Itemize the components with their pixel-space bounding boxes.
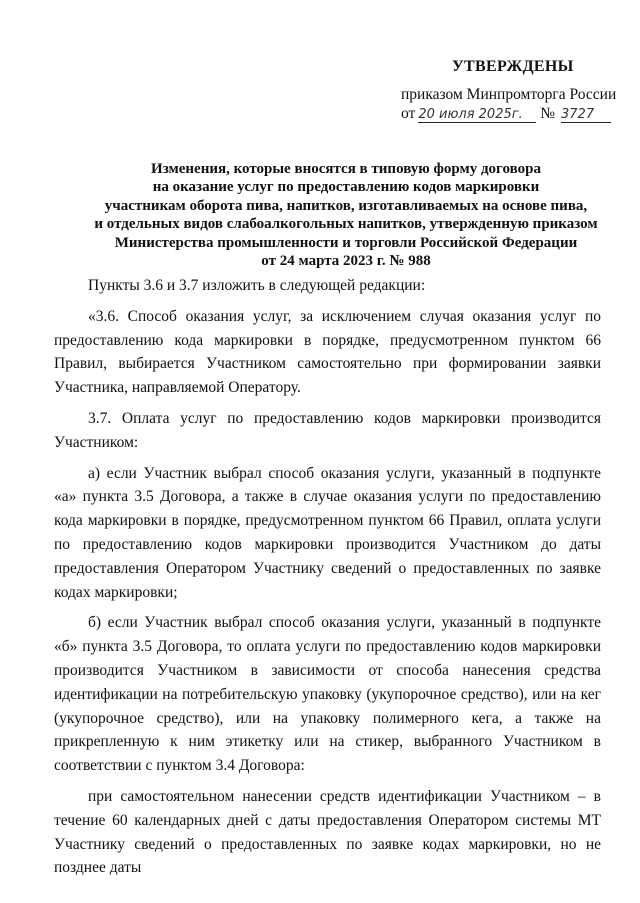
date-prefix: от [401,105,416,122]
approval-order-line: приказом Минпромторга России [401,86,617,103]
body-paragraph: 3.7. Оплата услуг по предоставлению кодов маркировки производится Участником: [54,409,601,451]
title-line: и отдельных видов слабоалкогольных напитков, утвержденную приказом [94,216,598,233]
body-paragraph: а) если Участник выбрал способ оказания услуги, указанный в подпункте «а» пункта 3.5 Договора, а также в случае оказания услуги по предоставлению кода маркировки в порядке, предусмотренном пунктом 66 Правил, оплата услуги по предоставлению кодов маркировки производится Участником до даты предоставления Оператором Участнику сведений о предоставленных по заявке кодах маркировки; [54,464,601,601]
title-line: на оказание услуг по предоставлению кодов маркировки [152,179,540,196]
body-paragraph: «3.6. Способ оказания услуг, за исключением случая оказания услуг по предоставлению кода маркировки в порядке, предусмотренном пунктом 66 Правил, выбирается Участником самостоятельно при формировании заявки Участника, направляемой Оператору. [54,307,601,397]
title-line: от 24 марта 2023 г. № 988 [261,253,431,270]
title-line: участникам оборота пива, напитков, изготавливаемых на основе пива, [104,197,588,214]
document-title [60,160,632,270]
body-paragraph: при самостоятельном нанесении средств идентификации Участником – в течение 60 календарных дней с даты предоставления Оператором системы МТ Участнику сведений о предоставленных по заявке кодах маркировки, но не позднее даты [54,787,601,877]
approval-date-line [401,105,611,123]
document-body [54,274,601,880]
approval-heading: УТВЕРЖДЕНЫ [452,58,574,75]
title-line: Министерства промышленности и торговли Российской Федерации [114,234,578,251]
body-paragraph: Пункты 3.6 и 3.7 изложить в следующей редакции: [88,277,426,294]
title-line: Изменения, которые вносятся в типовую форму договора [151,161,541,177]
body-paragraph: б) если Участник выбрал способ оказания услуги, указанный в подпункте «б» пункта 3.5 Договора, то оплата услуги по предоставлению кодов маркировки производится Участником в зависимости от способа нанесения средства идентификации на потребительскую упаковку (укупорочное средство), или на кег (укупорочное средство), или на упаковку полимерного кега, а также на прикрепленную к ним этикетку или на стикер, выбранного Участником в соответствии с пунктом 3.4 Договора: [54,614,601,775]
number-prefix: № [540,105,555,122]
handwritten-date: 20 июля 2025г. [418,107,536,123]
handwritten-number: 3727 [561,107,611,123]
